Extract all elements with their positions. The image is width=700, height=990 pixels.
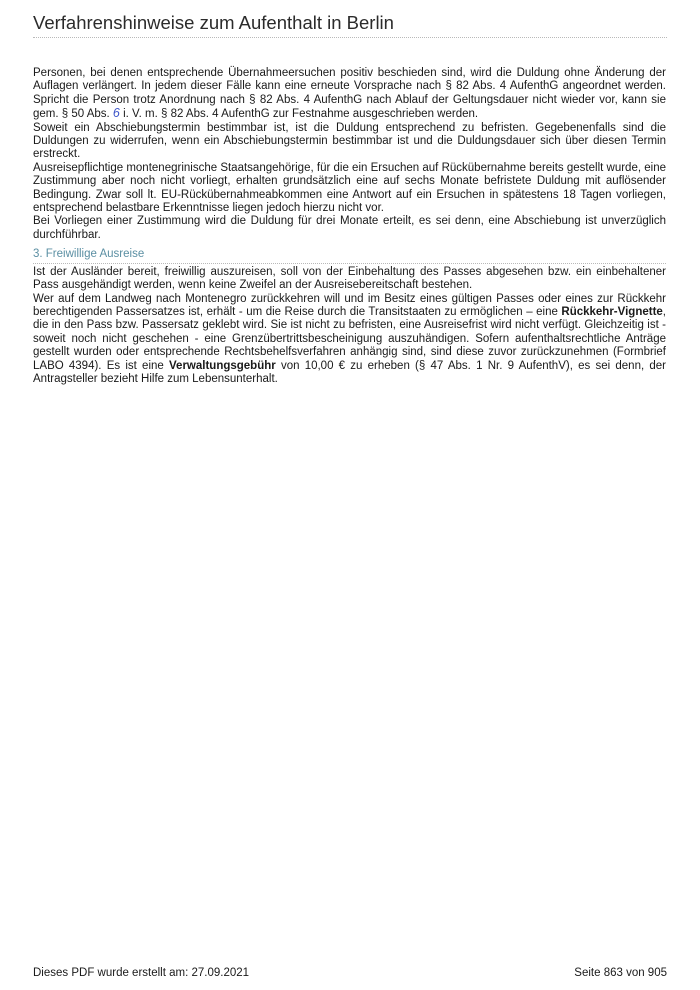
section-heading-freiwillige-ausreise: 3. Freiwillige Ausreise <box>33 248 666 263</box>
paragraph-text: Wer auf dem Landweg nach Montenegro zurückkehren will und im Besitz eines gültigen Passes oder eines zur Rückkehr berechtigenden Passersatzes ist, erhält - um die Reise durch die Transitstaaten zu ermöglichen – eine <box>33 292 666 318</box>
paragraph-passeinbehaltung: Ist der Ausländer bereit, freiwillig auszureisen, soll von der Einbehaltung des Passes abgesehen bzw. ein einbehaltener Pass ausgehändigt werden, wenn keine Zweifel an der Ausreisebereitschaft bestehen. <box>33 265 666 292</box>
page-number: Seite 863 von 905 <box>574 967 667 979</box>
paragraph-text: , die in den Pass bzw. Passersatz geklebt wird. Sie ist nicht zu befristen, eine Ausreisefrist wird nicht verfügt. Gleichzeitig ist - soweit noch nicht geschehen - eine Grenzübertrittsbescheinigung auszuhändigen. Sofern aufenthaltsrechtliche Anträge gestellt wurden oder entsprechende Rechtsbehelfsverfahren anhängig sind, sind diese zuvor zurückzunehmen (Formbrief LABO 4394). Es ist eine <box>33 305 666 372</box>
paragraph-duldung-verlaengerung <box>33 67 666 122</box>
page-title: Verfahrenshinweise zum Aufenthalt in Berlin <box>33 12 394 33</box>
paragraph-abschiebungstermin: Soweit ein Abschiebungstermin bestimmbar ist, ist die Duldung entsprechend zu befristen. Gegebenenfalls sind die Duldungen zu widerrufen, wenn ein Abschiebungstermin bestimmbar ist und die Duldungsdauer sich über diesen Termin erstreckt. <box>33 121 666 161</box>
section-reference-link[interactable]: 6 <box>112 106 120 121</box>
page-header <box>33 12 667 38</box>
paragraph-text: von 10,00 € zu erheben (§ 47 Abs. 1 Nr. 9 AufenthV), es sei denn, der Antragsteller bezieht Hilfe zum Lebensunterhalt. <box>33 359 666 385</box>
paragraph-rueckkehr-vignette <box>33 293 666 387</box>
paragraph-montenegro-rueckuebernahme: Ausreisepflichtige montenegrinische Staatsangehörige, für die ein Ersuchen auf Rückübernahme bereits gestellt wurde, eine Zustimmung aber noch nicht vorliegt, erhalten grundsätzlich eine auf sechs Monate befristete Duldung mit auflösender Bedingung. Zwar soll lt. EU-Rückübernahmeabkommen eine Antwort auf ein Ersuchen in spätestens 18 Tagen vorliegen, entsprechend belastbare Erkenntnisse liegen jedoch hierzu nicht vor. <box>33 161 666 215</box>
paragraph-text: i. V. m. § 82 Abs. 4 AufenthG zur Festnahme ausgeschrieben werden. <box>119 108 479 121</box>
paragraph-text: Personen, bei denen entsprechende Übernahmeersuchen positiv beschieden sind, wird die Duldung ohne Änderung der Auflagen verlängert. In jedem dieser Fälle kann eine erneute Vorsprache nach § 82 Abs. 4 AufenthG angeordnet werden. Spricht die Person trotz Anordnung nach § 82 Abs. 4 AufenthG nach Ablauf der Geltungsdauer nicht wieder vor, kann sie gem. § 50 Abs. <box>33 67 666 121</box>
pdf-creation-date: Dieses PDF wurde erstellt am: 27.09.2021 <box>33 967 250 979</box>
paragraph-zustimmung: Bei Vorliegen einer Zustimmung wird die Duldung für drei Monate erteilt, es sei denn, eine Abschiebung ist unverzüglich durchführbar. <box>33 215 666 241</box>
bold-term-rueckkehr-vignette: Rückkehr-Vignette <box>561 305 663 318</box>
document-body <box>33 67 666 386</box>
bold-term-verwaltungsgebuehr: Verwaltungsgebühr <box>169 359 276 372</box>
